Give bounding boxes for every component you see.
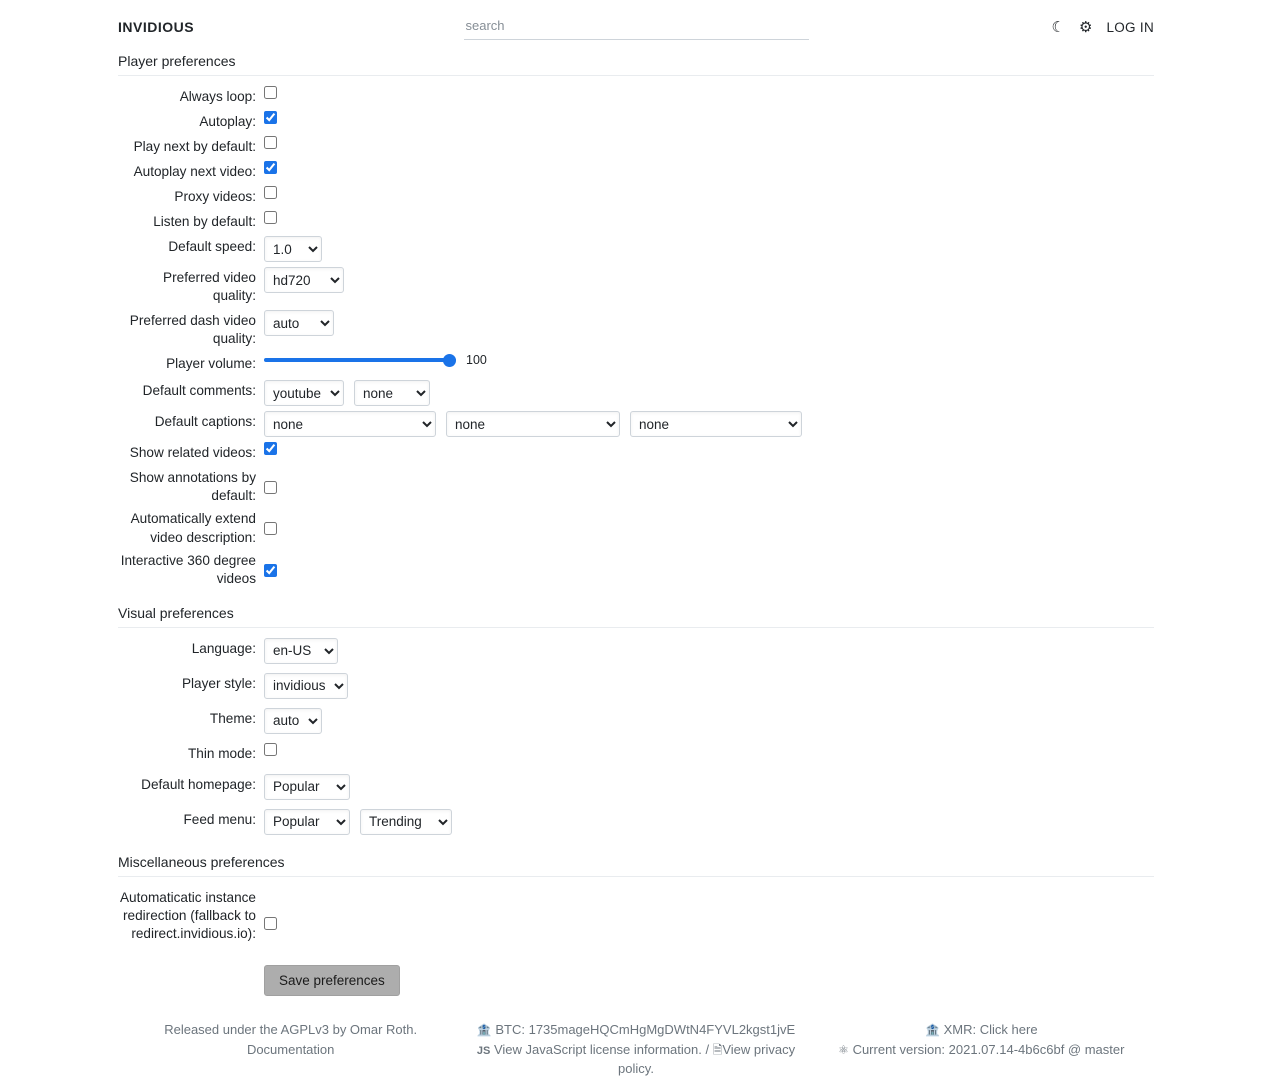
github-icon: ⚛ <box>838 1042 849 1057</box>
checkbox-auto-redirect[interactable] <box>264 917 277 930</box>
footer-center <box>463 1020 808 1079</box>
checkbox-listen-default[interactable] <box>264 211 277 224</box>
row-player-volume <box>118 353 1154 375</box>
checkbox-thin-mode[interactable] <box>264 743 277 756</box>
footer-documentation-link[interactable]: Documentation <box>246 1041 335 1057</box>
select-default-captions-3[interactable] <box>630 411 802 437</box>
select-default-comments-1[interactable] <box>264 380 344 406</box>
row-player-style <box>118 673 1154 699</box>
slider-player-volume[interactable] <box>264 353 456 367</box>
label-default-speed: Default speed: <box>168 239 256 254</box>
footer-xmr-label: XMR: <box>943 1022 977 1038</box>
label-language: Language: <box>191 640 256 656</box>
label-extend-description: Automatically extend video description: <box>130 511 256 545</box>
row-interactive-360 <box>118 550 1154 588</box>
select-theme[interactable] <box>264 708 322 734</box>
select-feed-menu-2[interactable] <box>360 809 452 835</box>
preferences-content <box>118 50 1154 996</box>
moon-icon[interactable]: ☾ <box>1051 18 1065 36</box>
row-always-loop <box>118 86 1154 108</box>
row-language <box>118 638 1154 664</box>
row-preferred-dash-quality <box>118 310 1154 348</box>
row-feed-menu <box>118 809 1154 835</box>
row-show-annotations <box>118 467 1154 505</box>
save-row <box>118 965 1154 996</box>
navbar-center <box>418 14 854 40</box>
footer-js-license-link[interactable]: View JavaScript license information. <box>493 1041 702 1057</box>
label-interactive-360: Interactive 360 degree videos <box>120 552 256 586</box>
footer-js-line <box>463 1040 808 1079</box>
row-preferred-quality <box>118 267 1154 305</box>
checkbox-proxy-videos[interactable] <box>264 186 277 199</box>
row-default-comments <box>118 380 1154 406</box>
navbar <box>118 0 1154 50</box>
row-thin-mode <box>118 743 1154 765</box>
label-preferred-dash-quality: Preferred dash video quality: <box>129 313 256 347</box>
checkbox-play-next[interactable] <box>264 136 277 149</box>
label-default-homepage: Default homepage: <box>141 776 256 792</box>
row-autoplay <box>118 111 1154 133</box>
select-default-speed[interactable] <box>264 236 322 262</box>
footer <box>118 1020 1154 1079</box>
monero-btc-icon: 🏦 <box>476 1023 492 1038</box>
row-show-related <box>118 442 1154 464</box>
footer-right <box>809 1020 1154 1079</box>
row-extend-description <box>118 508 1154 546</box>
checkbox-autoplay[interactable] <box>264 111 277 124</box>
row-play-next <box>118 136 1154 158</box>
footer-left <box>118 1020 463 1079</box>
select-preferred-quality[interactable] <box>264 267 344 293</box>
row-autoplay-next <box>118 161 1154 183</box>
gear-icon[interactable]: ⚙ <box>1078 18 1093 36</box>
footer-xmr-link[interactable]: Click here <box>979 1022 1038 1038</box>
label-preferred-quality: Preferred video quality: <box>163 270 256 304</box>
label-default-comments: Default comments: <box>142 383 256 399</box>
row-default-speed <box>118 236 1154 262</box>
section-visual-preferences: Visual preferences <box>118 602 1154 628</box>
footer-privacy-link[interactable]: View privacy policy. <box>618 1041 796 1077</box>
label-player-volume: Player volume: <box>166 356 256 372</box>
row-proxy-videos <box>118 186 1154 208</box>
label-autoplay: Autoplay: <box>199 114 256 129</box>
player-volume-value: 100 <box>466 353 487 368</box>
select-language[interactable] <box>264 638 338 664</box>
checkbox-autoplay-next[interactable] <box>264 161 277 174</box>
checkbox-always-loop[interactable] <box>264 86 277 99</box>
row-default-captions <box>118 411 1154 437</box>
navbar-right <box>854 20 1154 35</box>
checkbox-interactive-360[interactable] <box>264 564 277 577</box>
select-preferred-dash-quality[interactable] <box>264 310 334 336</box>
select-default-captions-2[interactable] <box>446 411 620 437</box>
label-show-related: Show related videos: <box>129 445 256 461</box>
search-input[interactable] <box>464 14 809 40</box>
label-auto-redirect: Automaticatic instance redirection (fallback to redirect.invidious.io): <box>119 889 256 941</box>
label-show-annotations: Show annotations by default: <box>129 470 256 504</box>
select-player-style[interactable] <box>264 673 348 699</box>
label-listen-default: Listen by default: <box>153 214 256 229</box>
footer-btc-link[interactable]: BTC: 1735mageHQCmHgMgDWtN4FYVL2kgst1jvE <box>495 1022 796 1038</box>
search-form <box>464 14 809 40</box>
row-default-homepage <box>118 774 1154 800</box>
label-always-loop: Always loop: <box>179 89 256 104</box>
checkbox-extend-description[interactable] <box>264 522 277 535</box>
footer-btc-line <box>463 1020 808 1040</box>
js-badge-icon: JS <box>476 1044 491 1057</box>
select-default-comments-2[interactable] <box>354 380 430 406</box>
select-default-captions-1[interactable] <box>264 411 436 437</box>
label-autoplay-next: Autoplay next video: <box>133 164 256 179</box>
select-feed-menu-1[interactable] <box>264 809 350 835</box>
label-player-style: Player style: <box>181 675 256 691</box>
footer-version-line <box>809 1040 1154 1060</box>
footer-version-link[interactable]: Current version: 2021.07.14-4b6c6bf @ master <box>852 1041 1125 1057</box>
preferences-form <box>118 50 1154 996</box>
row-auto-redirect <box>118 887 1154 943</box>
checkbox-show-related[interactable] <box>264 442 277 455</box>
row-listen-default <box>118 211 1154 233</box>
select-default-homepage[interactable] <box>264 774 350 800</box>
footer-xmr-line <box>809 1020 1154 1040</box>
label-default-captions: Default captions: <box>154 414 256 430</box>
footer-license-text: Released under the AGPLv3 by Omar Roth. <box>164 1022 418 1038</box>
document-icon: 🗎 <box>712 1042 723 1057</box>
navbar-left <box>118 19 418 35</box>
label-thin-mode: Thin mode: <box>187 745 256 761</box>
login-link[interactable]: LOG IN <box>1106 19 1154 35</box>
section-player-preferences: Player preferences <box>118 50 1154 76</box>
label-play-next: Play next by default: <box>133 139 256 154</box>
label-feed-menu: Feed menu: <box>183 811 256 827</box>
footer-separator: / <box>705 1041 710 1057</box>
save-preferences-button[interactable]: Save preferences <box>264 965 400 996</box>
label-proxy-videos: Proxy videos: <box>174 189 256 204</box>
monero-icon: 🏦 <box>925 1023 941 1038</box>
checkbox-show-annotations[interactable] <box>264 481 277 494</box>
brand-logo[interactable]: INVIDIOUS <box>118 19 195 35</box>
row-theme <box>118 708 1154 734</box>
label-theme: Theme: <box>209 710 256 726</box>
section-misc-preferences: Miscellaneous preferences <box>118 851 1154 877</box>
